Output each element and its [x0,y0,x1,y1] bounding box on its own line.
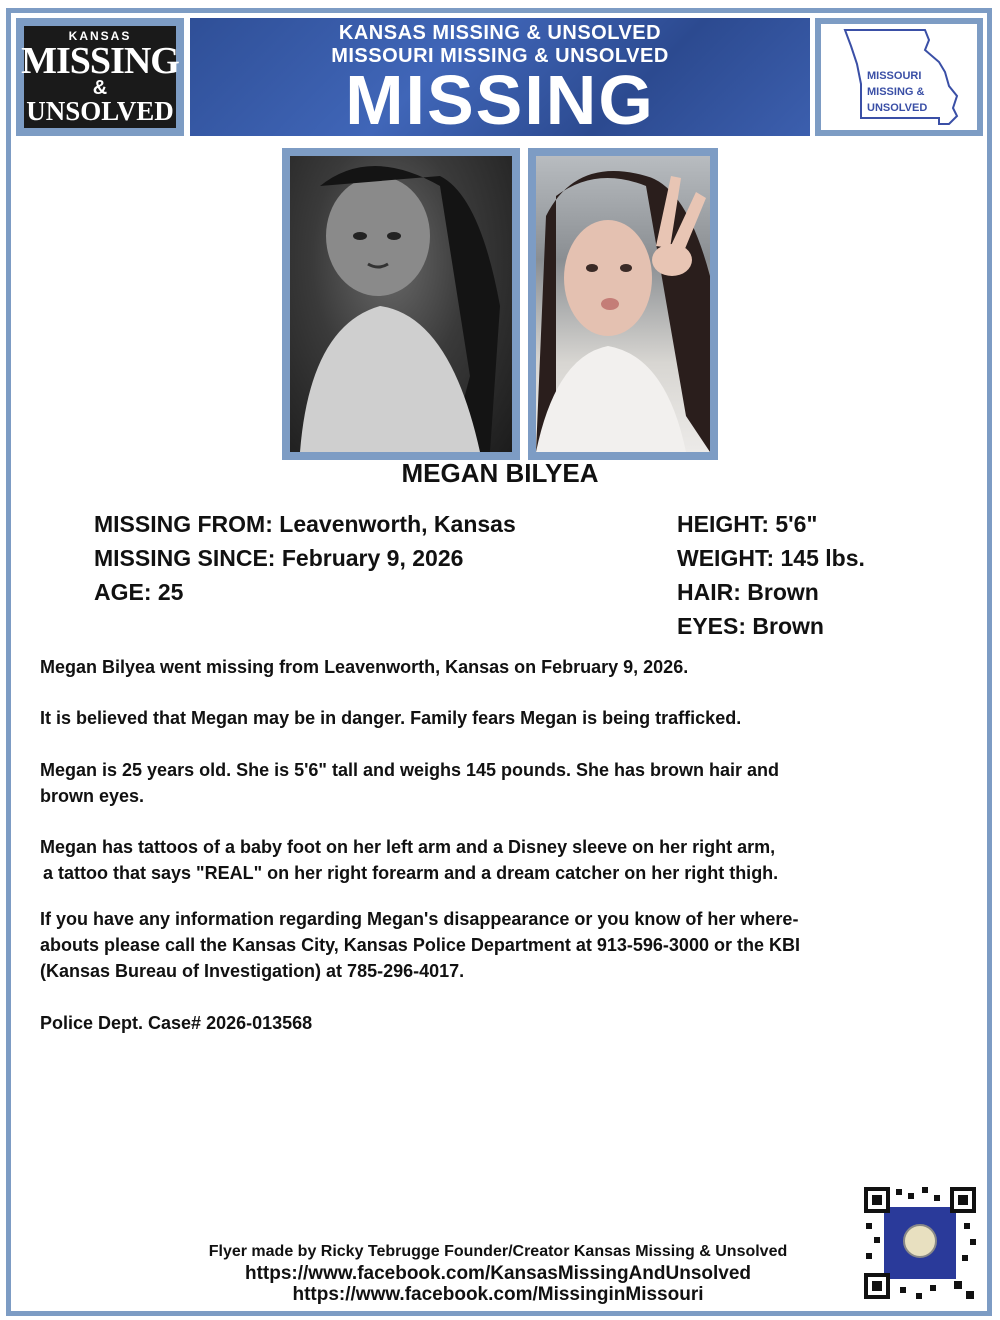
paragraph-tattoos-2: a tattoo that says "REAL" on her right forearm and a dream catcher on her right thigh. [43,863,779,883]
eyes: EYES: Brown [677,613,824,639]
logo-amp-text: & [92,77,108,99]
photo-2-figure [536,156,710,452]
weight: WEIGHT: 145 lbs. [677,545,865,571]
missing-banner [190,18,810,139]
logo-kansas-text: KANSAS [68,29,132,43]
missing-from: MISSING FROM: Leavenworth, Kansas [94,511,516,537]
case-number: Police Dept. Case# 2026-013568 [40,1013,313,1033]
banner-kansas-line: KANSAS MISSING & UNSOLVED [338,22,662,44]
banner-missouri-line: MISSOURI MISSING & UNSOLVED [331,45,669,67]
paragraph-tattoos-1: Megan has tattoos of a baby foot on her left arm and a Disney sleeve on her right arm, [40,837,776,857]
height: HEIGHT: 5'6" [677,511,818,537]
missouri-logo-line2: MISSING & [867,86,925,98]
facebook-link-missouri[interactable]: https://www.facebook.com/MissinginMissouri [292,1284,704,1305]
photo-frame-1 [282,148,520,460]
person-name: MEGAN BILYEA [401,458,599,488]
kansas-logo-inner [21,26,179,128]
paragraph-disappearance: Megan Bilyea went missing from Leavenworth, Kansas on February 9, 2026. [40,657,689,677]
missouri-logo-text [867,68,927,116]
paragraph-danger: It is believed that Megan may be in danger. Family fears Megan is being trafficked. [40,708,742,728]
missouri-logo-line1: MISSOURI [867,70,922,82]
facebook-link-kansas[interactable]: https://www.facebook.com/KansasMissingAndUnsolved [244,1263,752,1284]
paragraph-contact-1: If you have any information regarding Megan's disappearance or you know of her where- [40,909,799,929]
missouri-logo-line3: UNSOLVED [867,102,928,114]
kansas-missing-logo [16,18,184,136]
paragraph-contact-3: (Kansas Bureau of Investigation) at 785-296-4017. [40,961,465,981]
paragraph-contact-2: abouts please call the Kansas City, Kansas Police Department at 913-596-3000 or the KBI [40,935,800,955]
banner-missing-title: MISSING [345,61,655,139]
photo-1-figure [290,156,512,452]
missing-since: MISSING SINCE: February 9, 2026 [94,545,464,571]
photo-2 [536,156,710,452]
photo-frame-2 [528,148,718,460]
missouri-logo-inner [821,24,977,130]
flyer-credit: Flyer made by Ricky Tebrugge Founder/Creator Kansas Missing & Unsolved [208,1243,788,1260]
qr-code-icon [860,1183,980,1303]
logo-unsolved-text: UNSOLVED [26,96,174,126]
paragraph-description-2: brown eyes. [40,786,145,806]
age: AGE: 25 [94,579,184,605]
paragraph-description-1: Megan is 25 years old. She is 5'6" tall and weighs 145 pounds. She has brown hair and [40,760,780,780]
qr-code[interactable] [860,1183,980,1303]
missouri-missing-logo [815,18,983,136]
logo-missing-text: MISSING [21,40,179,82]
photo-1 [290,156,512,452]
hair: HAIR: Brown [677,579,819,605]
